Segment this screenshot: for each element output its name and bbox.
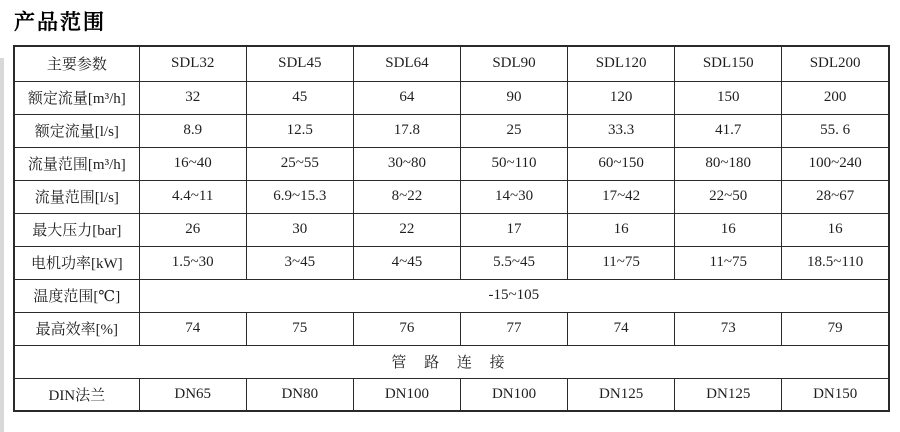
table-row-max-efficiency [14,312,889,345]
value-cell: 79 [782,312,889,345]
temperature-range-value-cell: -15~105 [139,279,889,312]
value-cell: 73 [675,312,782,345]
value-cell: 8.9 [139,114,246,147]
value-cell: 150 [675,81,782,114]
value-cell: 16 [782,213,889,246]
model-header-cell: SDL64 [353,46,460,81]
value-cell: DN100 [353,378,460,411]
value-cell: 120 [568,81,675,114]
model-header-cell: SDL150 [675,46,782,81]
value-cell: 100~240 [782,147,889,180]
value-cell: DN80 [246,378,353,411]
value-cell: 6.9~15.3 [246,180,353,213]
value-cell: 60~150 [568,147,675,180]
model-header-cell: SDL32 [139,46,246,81]
value-cell: 28~67 [782,180,889,213]
value-cell: 1.5~30 [139,246,246,279]
row-label-cell: 额定流量[l/s] [14,114,139,147]
value-cell: 4~45 [353,246,460,279]
value-cell: 41.7 [675,114,782,147]
value-cell: 74 [139,312,246,345]
value-cell: 33.3 [568,114,675,147]
value-cell: DN125 [568,378,675,411]
row-label-cell: 最大压力[bar] [14,213,139,246]
row-label-cell: 流量范围[l/s] [14,180,139,213]
value-cell: DN150 [782,378,889,411]
scan-edge-artifact [0,58,4,432]
row-label-cell: 最高效率[%] [14,312,139,345]
value-cell: 90 [460,81,567,114]
table-row-pipe-connection [14,345,889,378]
value-cell: 200 [782,81,889,114]
value-cell: 16 [675,213,782,246]
value-cell: 22~50 [675,180,782,213]
value-cell: 17 [460,213,567,246]
page-title: 产品范围 [14,10,106,34]
value-cell: 50~110 [460,147,567,180]
value-cell: 3~45 [246,246,353,279]
model-header-cell: SDL120 [568,46,675,81]
row-label-cell: 温度范围[℃] [14,279,139,312]
row-label-cell: 电机功率[kW] [14,246,139,279]
table-header-row [14,46,889,81]
param-header-cell: 主要参数 [14,46,139,81]
table-row-motor-power [14,246,889,279]
table-row-max-pressure [14,213,889,246]
value-cell: 18.5~110 [782,246,889,279]
table-row-rated-flow-ls [14,114,889,147]
value-cell: 30 [246,213,353,246]
model-header-cell: SDL45 [246,46,353,81]
value-cell: 55. 6 [782,114,889,147]
table-row-rated-flow-m3h [14,81,889,114]
value-cell: 75 [246,312,353,345]
value-cell: DN100 [460,378,567,411]
value-cell: 14~30 [460,180,567,213]
value-cell: 16~40 [139,147,246,180]
row-label-cell: 额定流量[m³/h] [14,81,139,114]
value-cell: 5.5~45 [460,246,567,279]
value-cell: 4.4~11 [139,180,246,213]
value-cell: 17.8 [353,114,460,147]
value-cell: 32 [139,81,246,114]
value-cell: 8~22 [353,180,460,213]
table-row-temperature-range [14,279,889,312]
value-cell: 11~75 [675,246,782,279]
value-cell: 64 [353,81,460,114]
value-cell: 11~75 [568,246,675,279]
value-cell: DN65 [139,378,246,411]
value-cell: 12.5 [246,114,353,147]
model-header-cell: SDL200 [782,46,889,81]
product-range-table [13,45,890,412]
value-cell: 25~55 [246,147,353,180]
table-row-flow-range-m3h [14,147,889,180]
value-cell: 77 [460,312,567,345]
value-cell: 30~80 [353,147,460,180]
value-cell: 17~42 [568,180,675,213]
pipe-connection-section-cell: 管 路 连 接 [14,345,889,378]
value-cell: 80~180 [675,147,782,180]
value-cell: 74 [568,312,675,345]
table-row-flow-range-ls [14,180,889,213]
value-cell: 76 [353,312,460,345]
value-cell: 16 [568,213,675,246]
row-label-cell: DIN法兰 [14,378,139,411]
value-cell: 25 [460,114,567,147]
value-cell: 26 [139,213,246,246]
row-label-cell: 流量范围[m³/h] [14,147,139,180]
table-row-din-flange [14,378,889,411]
model-header-cell: SDL90 [460,46,567,81]
value-cell: 22 [353,213,460,246]
value-cell: DN125 [675,378,782,411]
value-cell: 45 [246,81,353,114]
